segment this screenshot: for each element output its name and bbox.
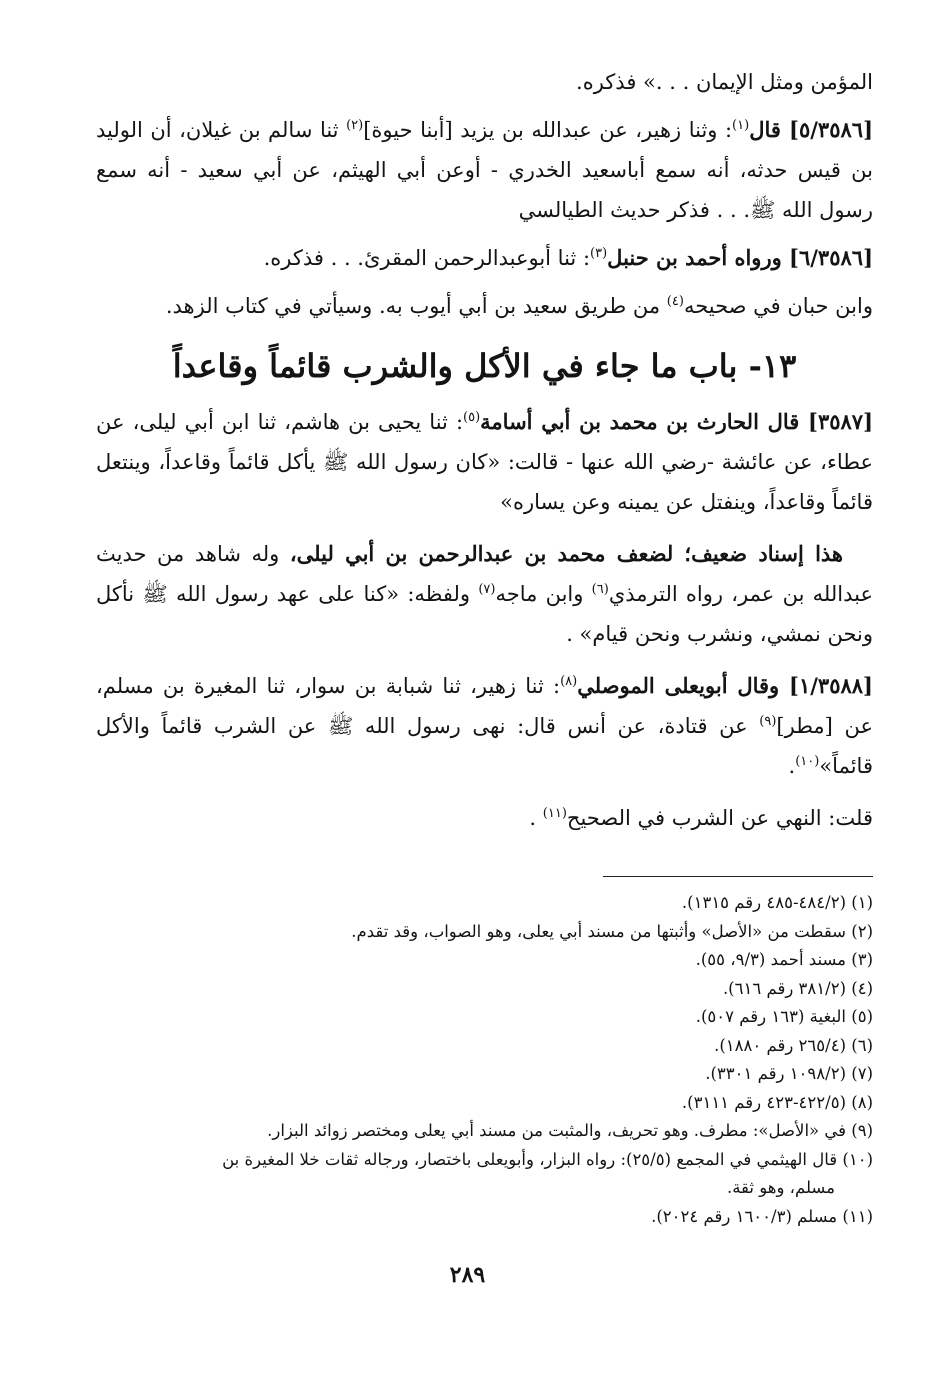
remark-text: . bbox=[529, 806, 543, 830]
footnote-1: (١) (٤٨٤/٢-٤٨٥ رقم ١٣١٥). bbox=[681, 893, 873, 912]
footnote-marker: (٢) bbox=[346, 118, 364, 133]
footnote-marker: (١٠) bbox=[795, 754, 820, 769]
footnote-marker: (١) bbox=[732, 118, 750, 133]
comment-text: وله شاهد من حديث عبدالله بن عمر، رواه الترمذي bbox=[96, 542, 873, 606]
top-line-text: المؤمن ومثل الإيمان . . .» فذكره. bbox=[576, 70, 873, 94]
footnote-marker: (٧) bbox=[478, 582, 496, 597]
note-text: من طريق سعيد بن أبي أيوب به. وسيأتي في كتاب الزهد. bbox=[165, 294, 667, 318]
hadith-3587 bbox=[96, 402, 873, 522]
hadith-text: : وثنا زهير، عن عبدالله بن يزيد [أبنا حيوة] bbox=[363, 118, 733, 142]
hadith-ref: [٥/٣٥٨٦] قال bbox=[749, 117, 873, 142]
footnote-marker: (٦) bbox=[591, 582, 609, 597]
footnote-8: (٨) (٤٢٢/٥-٤٢٣ رقم ٣١١١). bbox=[681, 1092, 873, 1112]
remark-text: قلت: النهي عن الشرب في الصحيح bbox=[566, 806, 873, 830]
isnad-grading: هذا إسناد ضعيف؛ لضعف محمد بن عبدالرحمن بن أبي ليلى، bbox=[289, 541, 843, 566]
footnotes bbox=[96, 889, 873, 1231]
footnote-marker: (٨) bbox=[560, 674, 578, 689]
footnote-9: (٩) في «الأصل»: مطرف. وهو تحريف، والمثبت من مسند أبي يعلى ومختصر زوائد البزار. bbox=[267, 1121, 873, 1140]
footnote-separator bbox=[603, 876, 873, 877]
footnote-2: (٢) سقطت من «الأصل» وأثبتها من مسند أبي يعلى، وهو الصواب، وقد تقدم. bbox=[351, 921, 873, 941]
author-remark bbox=[96, 798, 873, 838]
comment-text: وابن ماجه bbox=[495, 582, 592, 606]
footnote-marker: (٥) bbox=[463, 410, 481, 425]
hadith-5-3586 bbox=[96, 110, 873, 230]
hadith-text: : ثنا أبوعبدالرحمن المقرئ. . . فذكره. bbox=[263, 246, 591, 270]
footnote-10: (١٠) قال الهيثمي في المجمع (٢٥/٥): رواه البزار، وأبويعلى باختصار، ورجاله ثقات خلا المغيرة بن bbox=[222, 1149, 873, 1169]
footnote-10-continuation: مسلم، وهو ثقة. bbox=[726, 1178, 835, 1197]
chapter-heading: ١٣- باب ما جاء في الأكل والشرب قائماً وقاعداً bbox=[172, 347, 797, 385]
hadith-text: . bbox=[788, 754, 796, 778]
hadith-text: ثنا سالم بن غيلان، أن الوليد بن قيس حدثه، أنه سمع أباسعيد الخدري - أوعن أبي الهيثم، عن أبي سعيد - أنه سمع رسول الله ﷺ. . . فذكر حديث الطيالسي bbox=[96, 118, 873, 222]
footnote-marker: (١١) bbox=[542, 806, 567, 821]
ibn-hibban-note bbox=[96, 286, 873, 326]
footnote-marker: (٩) bbox=[759, 714, 777, 729]
hadith-ref: [١/٣٥٨٨] وقال أبويعلى الموصلي bbox=[577, 673, 873, 698]
hadith-text: : ثنا يحيى بن هاشم، ثنا ابن أبي ليلى، عن عطاء، عن عائشة -رضي الله عنها - قالت: «كان رسول الله ﷺ يأكل قائماً وقاعداً، وينتعل قائماً وقاعداً، وينفتل عن يمينه وعن يساره» bbox=[96, 410, 873, 514]
hadith-ref: [٦/٣٥٨٦] ورواه أحمد بن حنبل bbox=[607, 245, 873, 270]
hadith-text: : ثنا زهير، ثنا شبابة بن سوار، ثنا المغيرة بن مسلم، عن [مطر] bbox=[96, 674, 873, 738]
footnote-4: (٤) (٣٨١/٢ رقم ٦١٦). bbox=[722, 978, 873, 998]
note-text: وابن حبان في صحيحه bbox=[683, 294, 873, 318]
hadith-text: عن قتادة، عن أنس قال: نهى رسول الله ﷺ عن الشرب قائماً والأكل قائماً» bbox=[96, 714, 873, 778]
page-number: ٢٨٩ bbox=[449, 1262, 486, 1288]
hadith-ref: [٣٥٨٧] قال الحارث بن محمد بن أبي أسامة bbox=[480, 409, 873, 434]
top-line bbox=[96, 62, 873, 102]
footnote-marker: (٤) bbox=[666, 294, 684, 309]
hadith-1-3588 bbox=[96, 666, 873, 786]
comment-text: ولفظه: «كنا على عهد رسول الله ﷺ نأكل ونحن نمشي، ونشرب ونحن قيام» . bbox=[96, 582, 873, 646]
footnote-marker: (٣) bbox=[590, 246, 608, 261]
footnote-3: (٣) مسند أحمد (٩/٣، ٥٥). bbox=[695, 950, 873, 969]
footnote-5: (٥) البغية (١٦٣ رقم ٥٠٧). bbox=[695, 1007, 873, 1026]
footnote-7: (٧) (١٠٩٨/٢ رقم ٣٣٠١). bbox=[705, 1064, 873, 1083]
footnote-11: (١١) مسلم (١٦٠٠/٣ رقم ٢٠٢٤). bbox=[651, 1206, 873, 1226]
footnote-6: (٦) (٢٦٥/٤ رقم ١٨٨٠). bbox=[714, 1035, 873, 1055]
hadith-6-3586 bbox=[96, 238, 873, 278]
isnad-comment bbox=[96, 534, 873, 654]
